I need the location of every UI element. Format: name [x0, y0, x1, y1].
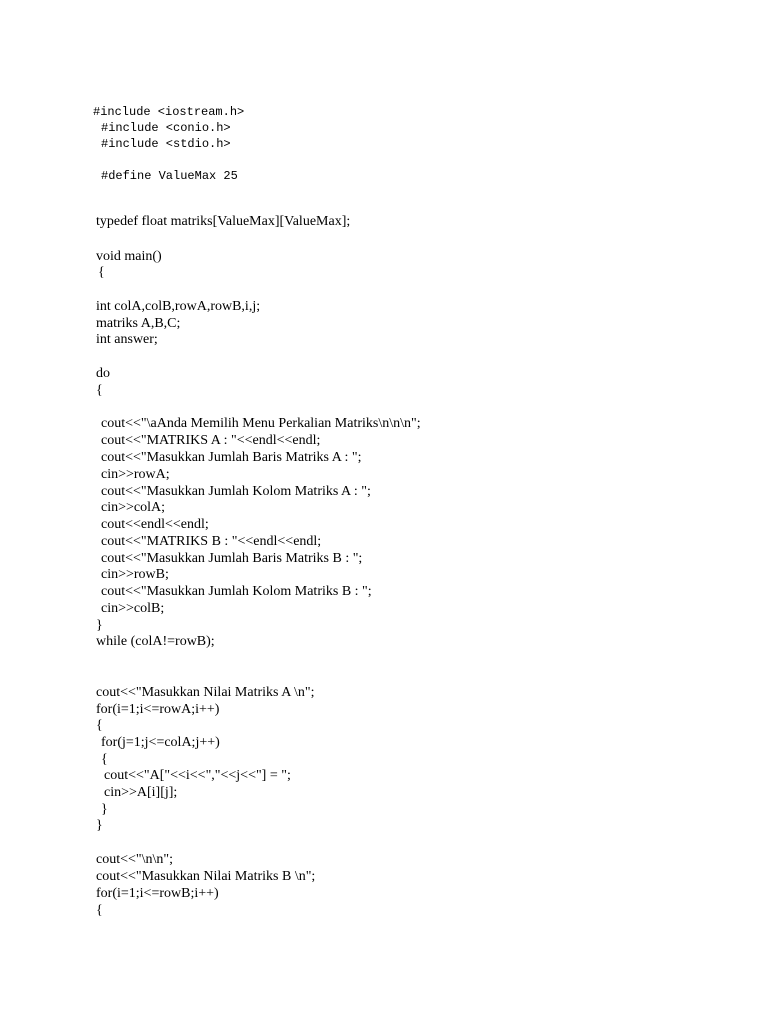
code-line-do-close-brace: } [96, 618, 103, 633]
code-line-cout-kolom-b: cout<<"Masukkan Jumlah Kolom Matriks B : "; [101, 584, 372, 599]
code-line-include-conio: #include <conio.h> [101, 121, 231, 135]
code-line-open-brace: { [98, 265, 105, 280]
code-line-cout-endl: cout<<endl<<endl; [101, 517, 209, 532]
code-line-for-i-rowa: for(i=1;i<=rowA;i++) [96, 702, 220, 717]
code-line-cout-nilai-b: cout<<"Masukkan Nilai Matriks B \n"; [96, 869, 316, 884]
code-line-int-declarations: int colA,colB,rowA,rowB,i,j; [96, 299, 261, 314]
code-line-cin-rowb: cin>>rowB; [101, 567, 169, 582]
code-line-while: while (colA!=rowB); [96, 634, 215, 649]
code-line-cin-rowa: cin>>rowA; [101, 467, 170, 482]
code-line-cout-baris-b: cout<<"Masukkan Jumlah Baris Matriks B : "; [101, 551, 363, 566]
code-line-int-answer: int answer; [96, 332, 158, 347]
code-line-for-j-close-brace: } [101, 802, 108, 817]
code-line-matriks-declaration: matriks A,B,C; [96, 316, 181, 331]
code-line-for-i-open-brace: { [96, 718, 103, 733]
code-line-cout-matriks-b: cout<<"MATRIKS B : "<<endl<<endl; [101, 534, 322, 549]
code-line-include-stdio: #include <stdio.h> [101, 137, 231, 151]
code-line-define-valuemax: #define ValueMax 25 [101, 169, 238, 183]
code-line-for-i-close-brace: } [96, 818, 103, 833]
code-line-cout-matriks-a: cout<<"MATRIKS A : "<<endl<<endl; [101, 433, 321, 448]
code-line-cout-newlines: cout<<"\n\n"; [96, 852, 173, 867]
code-line-cin-cola: cin>>colA; [101, 500, 165, 515]
code-line-for-j-cola: for(j=1;j<=colA;j++) [101, 735, 220, 750]
code-line-void-main: void main() [96, 249, 162, 264]
code-line-do: do [96, 366, 110, 381]
code-line-cout-baris-a: cout<<"Masukkan Jumlah Baris Matriks A : "; [101, 450, 362, 465]
code-line-cout-nilai-a: cout<<"Masukkan Nilai Matriks A \n"; [96, 685, 315, 700]
code-line-cout-menu: cout<<"\aAnda Memilih Menu Perkalian Matriks\n\n\n"; [101, 416, 421, 431]
code-line-cin-colb: cin>>colB; [101, 601, 165, 616]
code-line-typedef: typedef float matriks[ValueMax][ValueMax]; [96, 214, 351, 229]
code-line-cout-a-element: cout<<"A["<<i<<","<<j<<"] = "; [104, 768, 291, 783]
code-line-include-iostream: #include <iostream.h> [93, 105, 245, 119]
code-line-do-open-brace: { [96, 383, 103, 398]
code-line-for-i-rowb-open-brace: { [96, 903, 103, 918]
code-line-for-i-rowb: for(i=1;i<=rowB;i++) [96, 886, 219, 901]
code-line-cin-a-element: cin>>A[i][j]; [104, 785, 178, 800]
code-line-cout-kolom-a: cout<<"Masukkan Jumlah Kolom Matriks A : "; [101, 484, 371, 499]
code-line-for-j-open-brace: { [101, 752, 108, 767]
